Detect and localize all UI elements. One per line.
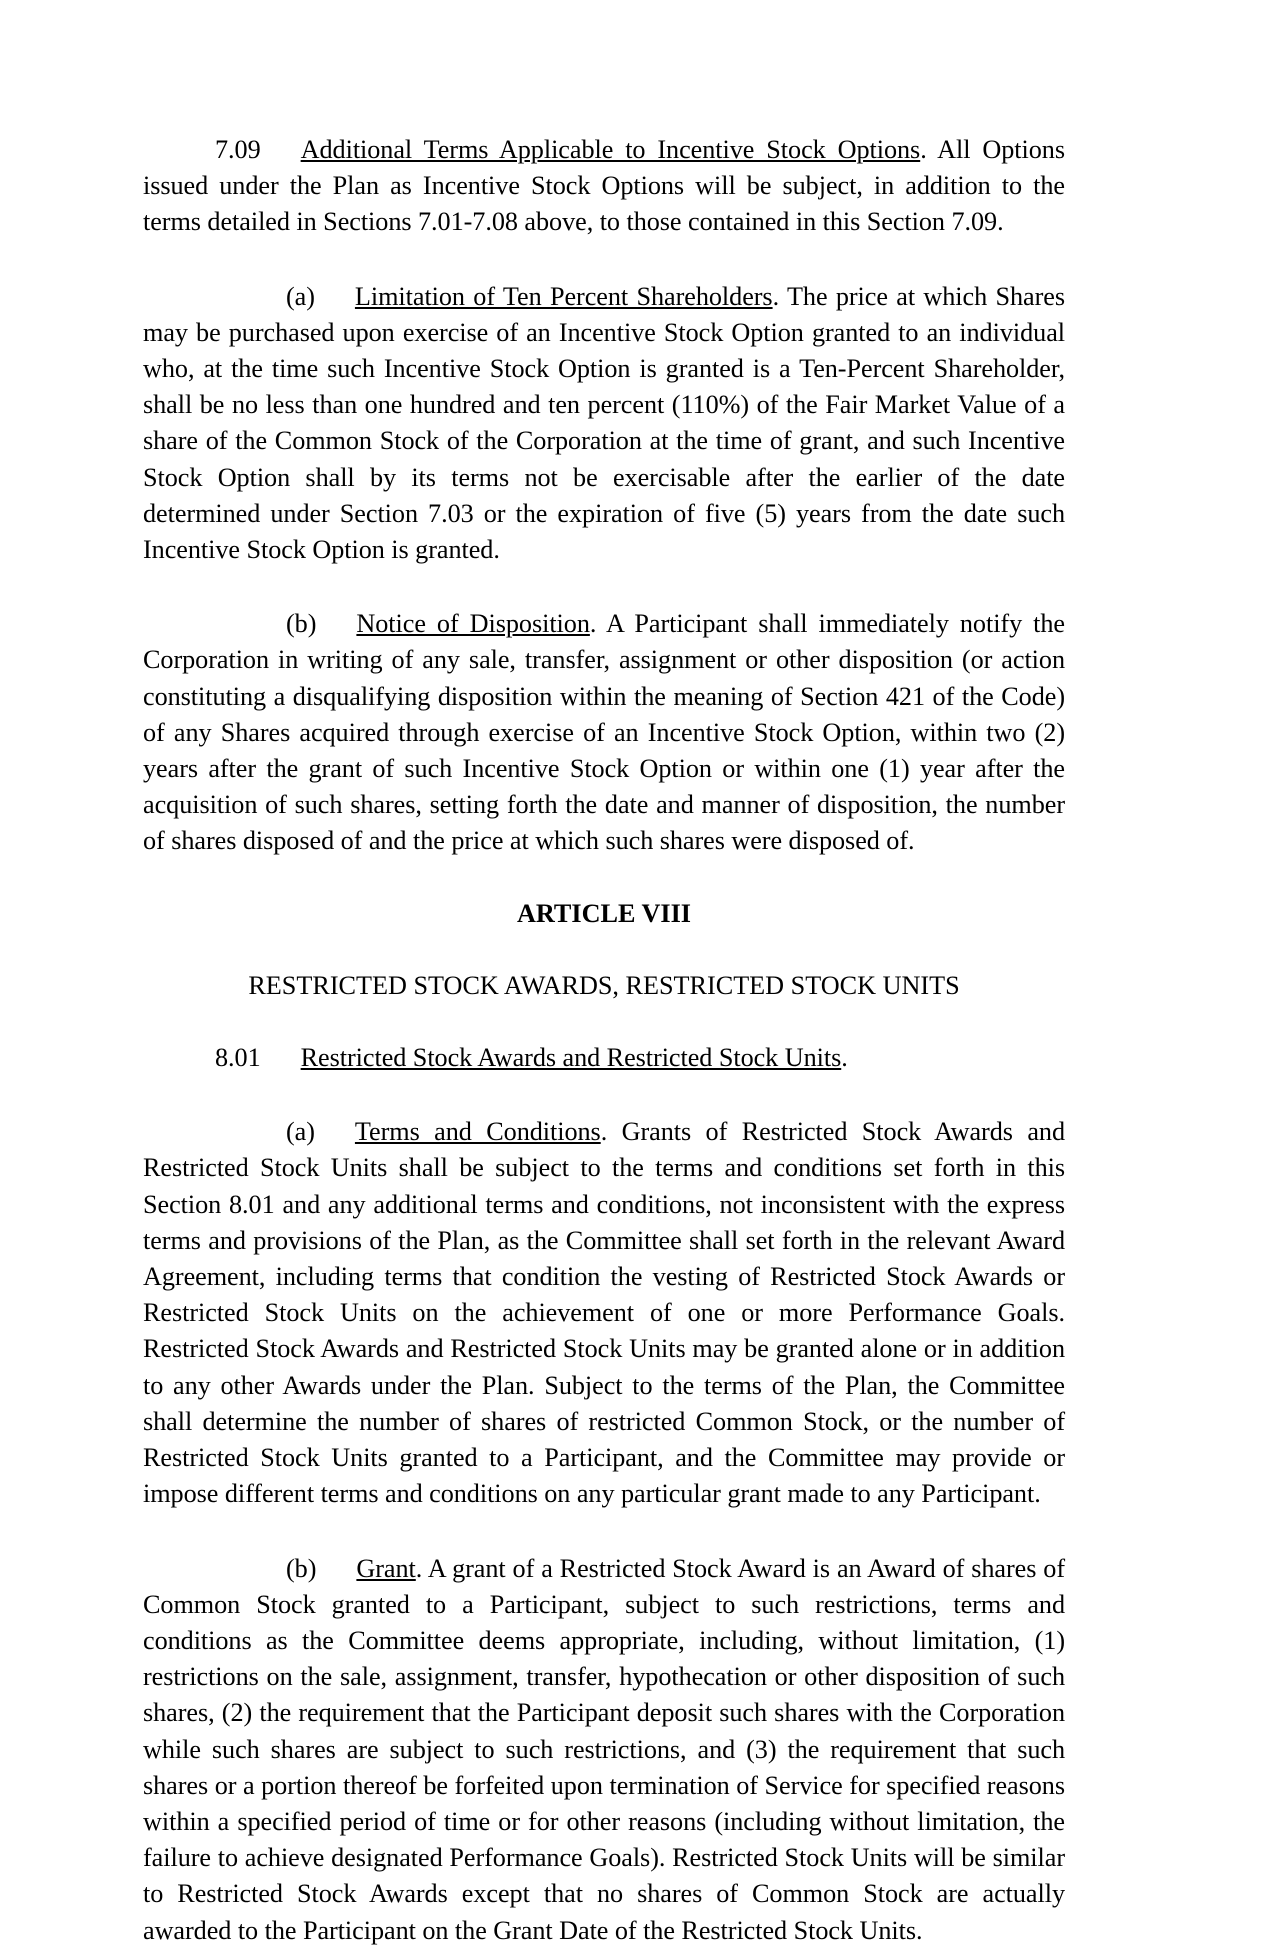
paragraph-gap <box>143 1076 1065 1114</box>
document-body <box>143 132 1065 1949</box>
list-label-b-8: (b) <box>286 1553 317 1583</box>
paragraph-gap <box>143 1513 1065 1551</box>
paragraph-8-01-a <box>143 1114 1065 1512</box>
section-text-7-09-a: . The price at which Shares may be purchased upon exercise of an Incentive Stock Option granted to an individual who, at the time such Incentive Stock Option is granted is a Ten-Percent Shareholder, shall be no less than one hundred and ten percent (110%) of the Fair Market Value of a share of the Common Stock of the Corporation at the time of grant, and such Incentive Stock Option shall by its terms not be exercisable after the earlier of the date determined under Section 7.03 or the expiration of five (5) years from the date such Incentive Stock Option is granted. <box>143 281 1065 565</box>
article-title: ARTICLE VIII <box>517 898 691 928</box>
section-heading-grant: Grant <box>356 1553 416 1583</box>
paragraph-gap <box>143 568 1065 606</box>
section-text-8-01-b: . A grant of a Restricted Stock Award is an Award of shares of Common Stock granted to a Participant, subject to such restrictions, terms and conditions as the Committee deems appropriate, including, without limitation, (1) restrictions on the sale, assignment, transfer, hypothecation or other disposition of such shares, (2) the requirement that the Participant deposit such shares with the Corporation while such shares are subject to such restrictions, and (3) the requirement that such shares or a portion thereof be forfeited upon termination of Service for specified reasons within a specified period of time or for other reasons (including without limitation, the failure to achieve designated Performance Goals). Restricted Stock Units will be similar to Restricted Stock Awards except that no shares of Common Stock are actually awarded to the Participant on the Grant Date of the Restricted Stock Units. <box>143 1553 1065 1945</box>
paragraph-gap <box>143 241 1065 279</box>
article-subtitle: RESTRICTED STOCK AWARDS, RESTRICTED STOCK UNITS <box>248 970 960 1000</box>
section-text-8-01-a: . Grants of Restricted Stock Awards and Restricted Stock Units shall be subject to the terms and conditions set forth in this Section 8.01 and any additional terms and conditions, not inconsistent with the express terms and provisions of the Plan, as the Committee shall set forth in the relevant Award Agreement, including terms that condition the vesting of Restricted Stock Awards or Restricted Stock Units on the achievement of one or more Performance Goals. Restricted Stock Awards and Restricted Stock Units may be granted alone or in addition to any other Awards under the Plan. Subject to the terms of the Plan, the Committee shall determine the number of shares of restricted Common Stock, or the number of Restricted Stock Units granted to a Participant, and the Committee may provide or impose different terms and conditions on any particular grant made to any Participant. <box>143 1117 1065 1509</box>
article-gap-bottom <box>143 1004 1065 1040</box>
list-label-a-8: (a) <box>286 1117 315 1147</box>
paragraph-8-01 <box>143 1040 1065 1076</box>
section-heading-limitation-ten-percent: Limitation of Ten Percent Shareholders <box>354 281 773 311</box>
section-text-8-01: . <box>841 1043 848 1073</box>
article-gap-top <box>143 860 1065 896</box>
section-text-7-09-b: . A Participant shall immediately notify the Corporation in writing of any sale, transfer, assignment or other disposition (or action constituting a disqualifying disposition within the meaning of Section 421 of the Code) of any Shares acquired through exercise of an Incentive Stock Option, within two (2) years after the grant of such Incentive Stock Option or within one (1) year after the acquisition of such shares, setting forth the date and manner of disposition, the number of shares disposed of and the price at which such shares were disposed of. <box>143 609 1066 856</box>
article-gap-mid <box>143 932 1065 968</box>
section-heading-notice-disposition: Notice of Disposition <box>356 609 590 639</box>
paragraph-7-09 <box>143 132 1065 241</box>
section-heading-7-09: Additional Terms Applicable to Incentive Stock Options <box>300 135 921 164</box>
section-number-8-01: 8.01 <box>215 1043 261 1073</box>
section-heading-terms-conditions: Terms and Conditions <box>354 1117 601 1147</box>
section-number-7-09: 7.09 <box>215 135 261 164</box>
paragraph-8-01-b <box>143 1551 1065 1949</box>
section-text-7-09: . All Options issued under the Plan as Incentive Stock Options will be subject, in addition to the terms detailed in Sections 7.01-7.08 above, to those contained in this Section 7.09. <box>143 135 1065 237</box>
list-label-a: (a) <box>286 281 315 311</box>
paragraph-7-09-b <box>143 606 1065 859</box>
paragraph-7-09-a <box>143 279 1065 569</box>
section-heading-8-01: Restricted Stock Awards and Restricted Stock Units <box>300 1043 842 1073</box>
list-label-b: (b) <box>286 609 317 639</box>
